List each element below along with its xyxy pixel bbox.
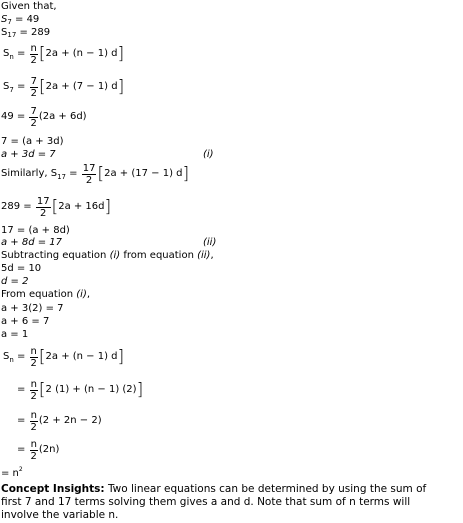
s17-subscript: 17 (7, 31, 17, 39)
eq-17a: 17 = (a + 8d) (1, 225, 70, 236)
s7-body: 2a + (7 − 1) d (45, 81, 118, 92)
eq-49-body: (2a + 6d) (38, 111, 87, 122)
s7-subscript: 7 (7, 18, 12, 26)
from-equation-line: From equation (i), (1, 289, 91, 300)
s17-formula: Similarly, $S_{17}$ = $\frac{17}{2}$ [2a + (17 − 1) d] (1, 162, 190, 186)
eq-a1: a + 3(2) = 7 (1, 303, 64, 314)
given-line: Given that, (1, 1, 57, 12)
eq-a3: a = 1 (1, 329, 29, 340)
equation-tag-ii: (ii) (203, 237, 217, 248)
concept-insights-label: Concept Insights: (1, 483, 105, 495)
sn-formula-2: $S_n$ = $\frac{n}{2}$ [2a + (n − 1) d] (3, 345, 125, 369)
eq-5d: 5d = 10 (1, 263, 42, 274)
eq-49: 49 = $\frac{7}{2}$ (2a + 6d) (1, 105, 87, 129)
equation-tag-i: (i) (203, 149, 214, 160)
sn-formula-3: = $\frac{n}{2}$ [2 (1) + (n − 1) (2)] (17, 378, 144, 402)
subtracting-line: Subtracting equation (i) from equation (ii), (1, 250, 214, 261)
7-over-2-fraction: $\frac{7}{2}$ (30, 75, 37, 99)
eq-289: 289 = $\frac{17}{2}$ [2a + 16d] (1, 195, 112, 219)
sn-eq: = (13, 48, 29, 59)
s7-given (1, 15, 39, 25)
s7-symbol: S (1, 14, 8, 25)
s7-value: = 49 (11, 14, 40, 25)
concept-insights-line-1: Concept Insights: Two linear equations can be determined by using the sum of (1, 483, 427, 495)
s17-value: = 289 (16, 27, 51, 38)
n-over-2-fraction: $\frac{n}{2}$ (30, 42, 37, 66)
eq-17b: a + 8d = 17 (1, 237, 63, 248)
s17-body: 2a + (17 − 1) d (104, 168, 183, 179)
eq-7b: a + 3d = 7 (1, 149, 56, 160)
sn-formula-5: = $\frac{n}{2}$ (2n) (17, 438, 60, 462)
concept-insights-line-3: involve the variable n. (1, 509, 119, 521)
eq-a2: a + 6 = 7 (1, 316, 50, 327)
sn-subscript: n (9, 53, 14, 61)
final-result: = $n^2$ (1, 466, 23, 479)
sn-body: 2a + (n − 1) d (45, 48, 118, 59)
concept-insights-line-2: first 7 and 17 terms solving them gives a and d. Note that sum of n terms will (1, 496, 411, 508)
eq-d: d = 2 (1, 276, 29, 287)
s17-symbol: S (1, 27, 8, 38)
s7-formula: $S_7$ = $\frac{7}{2}$ [2a + (7 − 1) d] (3, 75, 125, 99)
sn-formula-1: $S_n$ = $\frac{n}{2}$ [2a + (n − 1) d] (3, 42, 125, 66)
sn-formula-4: = $\frac{n}{2}$ (2 + 2n − 2) (17, 409, 102, 433)
17-over-2-fraction: $\frac{17}{2}$ (82, 162, 96, 186)
sn-symbol: S (3, 48, 10, 59)
eq-7a: 7 = (a + 3d) (1, 136, 64, 147)
s17-given (1, 28, 50, 38)
eq-289-body: 2a + 16d (58, 201, 105, 212)
